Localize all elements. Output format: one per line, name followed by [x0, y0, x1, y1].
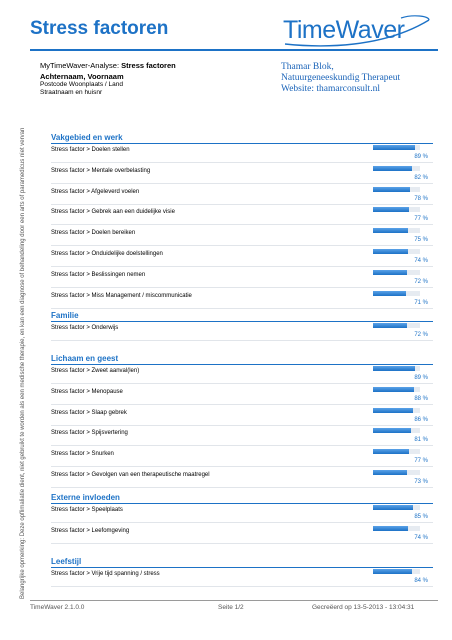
row-divider	[51, 543, 433, 544]
factor-label: Stress factor > Miss Management / miscommunicatie	[51, 292, 192, 299]
section-divider	[51, 567, 433, 568]
section-title: Externe invloeden	[51, 493, 120, 502]
logo-text: TimeWaver	[283, 16, 405, 44]
disclaimer-note: Belangrijke opmerking: Deze opflimaliatie dient, niet gebruikt te worden als een medische therapie, en kan een diagnose of behandeling door een arts of paramedicus niet vervan	[20, 127, 26, 599]
factor-label: Stress factor > Speelplaats	[51, 507, 123, 513]
row-divider	[51, 266, 433, 267]
factor-percentage: 78 %	[414, 195, 428, 202]
section-divider	[51, 503, 433, 504]
factor-bar-track	[373, 505, 420, 510]
section-divider	[51, 321, 433, 322]
footer-divider	[30, 600, 438, 601]
factor-bar-track	[373, 387, 420, 392]
row-divider	[51, 308, 433, 309]
factor-percentage: 71 %	[414, 299, 428, 306]
factor-label: Stress factor > Doelen stellen	[51, 147, 130, 153]
section-title: Vakgebied en werk	[51, 133, 123, 142]
section-divider	[51, 143, 433, 144]
timewaver-logo	[283, 14, 433, 52]
header-divider	[30, 49, 438, 51]
therapist-website: Website: thamarconsult.nl	[281, 84, 380, 94]
section-title: Familie	[51, 311, 79, 320]
section-title: Leefstijl	[51, 557, 82, 566]
page-title: Stress factoren	[30, 18, 169, 39]
footer-page-number: Seite 1/2	[218, 604, 244, 611]
factor-label: Stress factor > Onderwijs	[51, 325, 119, 331]
factor-percentage: 85 %	[414, 514, 428, 520]
row-divider	[51, 183, 433, 184]
factor-bar-track	[373, 366, 420, 371]
factor-label: Stress factor > Zweet aanval(len)	[51, 368, 140, 374]
factor-label: Stress factor > Leefomgeving	[51, 527, 130, 534]
row-divider	[51, 404, 433, 405]
factor-label: Stress factor > Vrije tijd spanning / stress	[51, 571, 160, 577]
factor-label: Stress factor > Spijsvertering	[51, 430, 128, 437]
factor-label: Stress factor > Snurken	[51, 451, 114, 458]
row-divider	[51, 466, 433, 467]
factor-bar-fill	[373, 207, 409, 212]
factor-bar-fill	[373, 270, 407, 275]
factor-bar-fill	[373, 145, 415, 150]
client-name: Achternaam, Voornaam	[40, 71, 124, 81]
row-divider	[51, 245, 433, 246]
therapist-role: Natuurgeneeskundig Therapeut	[281, 73, 401, 83]
therapist-info	[281, 62, 400, 95]
row-divider	[51, 522, 433, 523]
factor-percentage: 82 %	[414, 174, 428, 181]
factor-label: Stress factor > Onduidelijke doelstellingen	[51, 251, 163, 257]
factor-percentage: 86 %	[414, 416, 428, 423]
factor-bar-track	[373, 569, 420, 574]
section-divider	[51, 364, 433, 365]
factor-label: Stress factor > Afgeleverd voelen	[51, 188, 140, 195]
factor-percentage: 72 %	[414, 332, 428, 338]
client-address-1: Postcode Woonplaats / Land	[40, 81, 123, 88]
row-divider	[51, 586, 433, 587]
factor-percentage: 74 %	[414, 534, 428, 541]
factor-label: Stress factor > Menopause	[51, 388, 123, 395]
factor-percentage: 84 %	[414, 578, 428, 584]
factor-bar-fill	[373, 526, 408, 531]
factor-bar-track	[373, 270, 420, 275]
factor-bar-track	[373, 323, 420, 328]
factor-bar-fill	[373, 428, 411, 433]
row-divider	[51, 445, 433, 446]
factor-label: Stress factor > Slaap gebrek	[51, 409, 127, 416]
factor-bar-track	[373, 249, 420, 254]
section-title: Lichaam en geest	[51, 354, 119, 363]
factor-bar-fill	[373, 505, 413, 510]
factor-bar-track	[373, 449, 420, 454]
factor-label: Stress factor > Gebrek aan een duidelijke visie	[51, 209, 175, 216]
row-divider	[51, 340, 433, 341]
row-divider	[51, 487, 433, 488]
factor-bar-track	[373, 187, 420, 192]
factor-percentage: 89 %	[414, 375, 428, 381]
factor-percentage: 77 %	[414, 216, 428, 223]
factor-bar-track	[373, 228, 420, 233]
row-divider	[51, 287, 433, 288]
factor-bar-track	[373, 145, 420, 150]
factor-percentage: 88 %	[414, 395, 428, 402]
factor-percentage: 89 %	[414, 154, 428, 160]
row-divider	[51, 383, 433, 384]
row-divider	[51, 162, 433, 163]
factor-bar-fill	[373, 291, 406, 296]
factor-percentage: 73 %	[414, 479, 428, 485]
analysis-prefix: MyTimeWaver-Analyse:	[40, 61, 122, 70]
factor-percentage: 72 %	[414, 278, 428, 285]
factor-bar-track	[373, 166, 420, 171]
client-address-2: Straatnaam en huisnr	[40, 89, 103, 96]
factor-bar-fill	[373, 187, 410, 192]
factor-label: Stress factor > Gevolgen van een therapeutische maatregel	[51, 472, 210, 478]
therapist-name: Thamar Blok,	[281, 62, 334, 72]
factor-bar-fill	[373, 249, 408, 254]
factor-bar-fill	[373, 569, 412, 574]
footer-version: TimeWaver 2.1.0.0	[30, 604, 85, 611]
factor-bar-fill	[373, 166, 412, 171]
row-divider	[51, 204, 433, 205]
factor-bar-track	[373, 428, 420, 433]
factor-bar-fill	[373, 470, 407, 475]
factor-bar-fill	[373, 449, 409, 454]
factor-bar-fill	[373, 366, 415, 371]
factor-percentage: 74 %	[414, 258, 428, 264]
factor-bar-track	[373, 526, 420, 531]
factor-percentage: 75 %	[414, 237, 428, 244]
footer-generated-date: Gecreëerd op 13-5-2013 - 13:04:31	[312, 604, 415, 611]
row-divider	[51, 224, 433, 225]
factor-bar-fill	[373, 387, 414, 392]
factor-label: Stress factor > Doelen bereiken	[51, 230, 136, 237]
factor-bar-track	[373, 291, 420, 296]
factor-bar-track	[373, 207, 420, 212]
factor-bar-track	[373, 470, 420, 475]
analysis-info	[40, 61, 176, 97]
factor-bar-track	[373, 408, 420, 413]
factor-percentage: 77 %	[414, 458, 428, 465]
analysis-topic: Stress factoren	[121, 61, 176, 70]
factor-bar-fill	[373, 408, 413, 413]
row-divider	[51, 425, 433, 426]
factor-percentage: 81 %	[414, 437, 428, 444]
factor-bar-fill	[373, 323, 407, 328]
factor-bar-fill	[373, 228, 408, 233]
factor-label: Stress factor > Mentale overbelasting	[51, 167, 151, 174]
factor-label: Stress factor > Beslissingen nemen	[51, 271, 146, 278]
